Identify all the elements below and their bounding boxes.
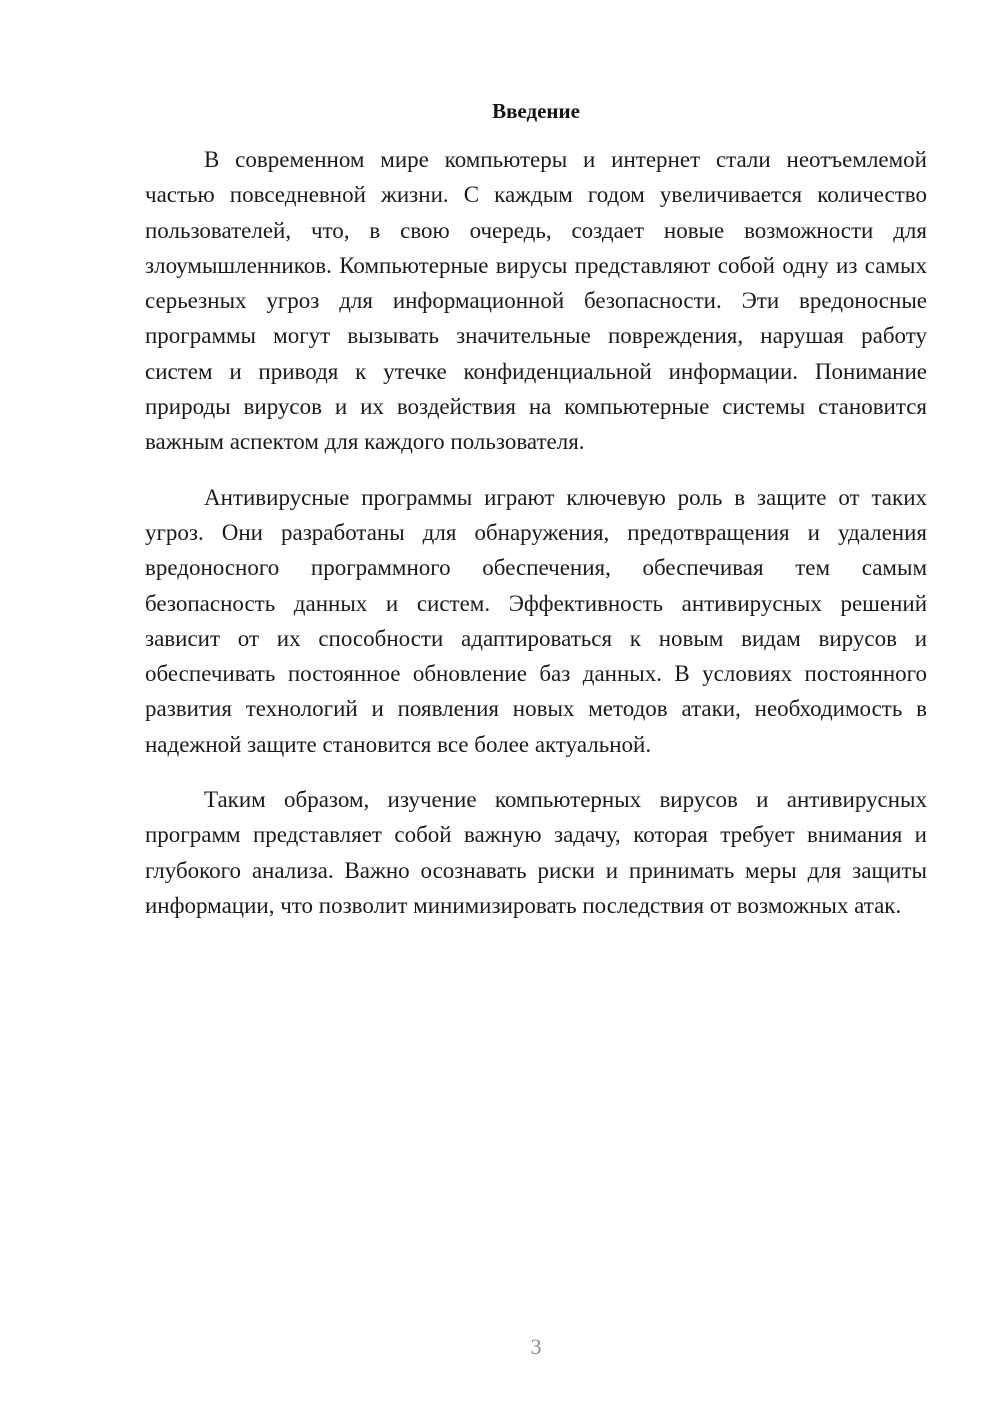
section-heading: Введение [492, 99, 580, 123]
paragraph-1: В современном мире компьютеры и интернет стали неотъемлемой частью повседневной жизни. С каждым годом увеличивается количество пользователей, что, в свою очередь, создает новые возможности для злоумышленников. Компьютерные вирусы представляют собой одну из самых серьезных угроз для информационной безопасности. Эти вредоносные программы могут вызывать значительные повреждения, нарушая работу систем и приводя к утечке конфиденциальной информации. Понимание природы вирусов и их воздействия на компьютерные системы становится важным аспектом для каждого пользователя. [145, 147, 927, 455]
paragraph-2: Антивирусные программы играют ключевую роль в защите от таких угроз. Они разработаны для обнаружения, предотвращения и удаления вредоносного программного обеспечения, обеспечивая тем самым безопасность данных и систем. Эффективность антивирусных решений зависит от их способности адаптироваться к новым видам вирусов и обеспечивать постоянное обновление баз данных. В условиях постоянного развития технологий и появления новых методов атаки, необходимость в надежной защите становится все более актуальной. [145, 484, 927, 757]
paragraph-3: Таким образом, изучение компьютерных вирусов и антивирусных программ представляет собой важную задачу, которая требует внимания и глубокого анализа. Важно осознавать риски и принимать меры для защиты информации, что позволит минимизировать последствия от возможных атак. [145, 787, 927, 918]
page-number: 3 [530, 1334, 542, 1359]
body-text [145, 142, 927, 943]
